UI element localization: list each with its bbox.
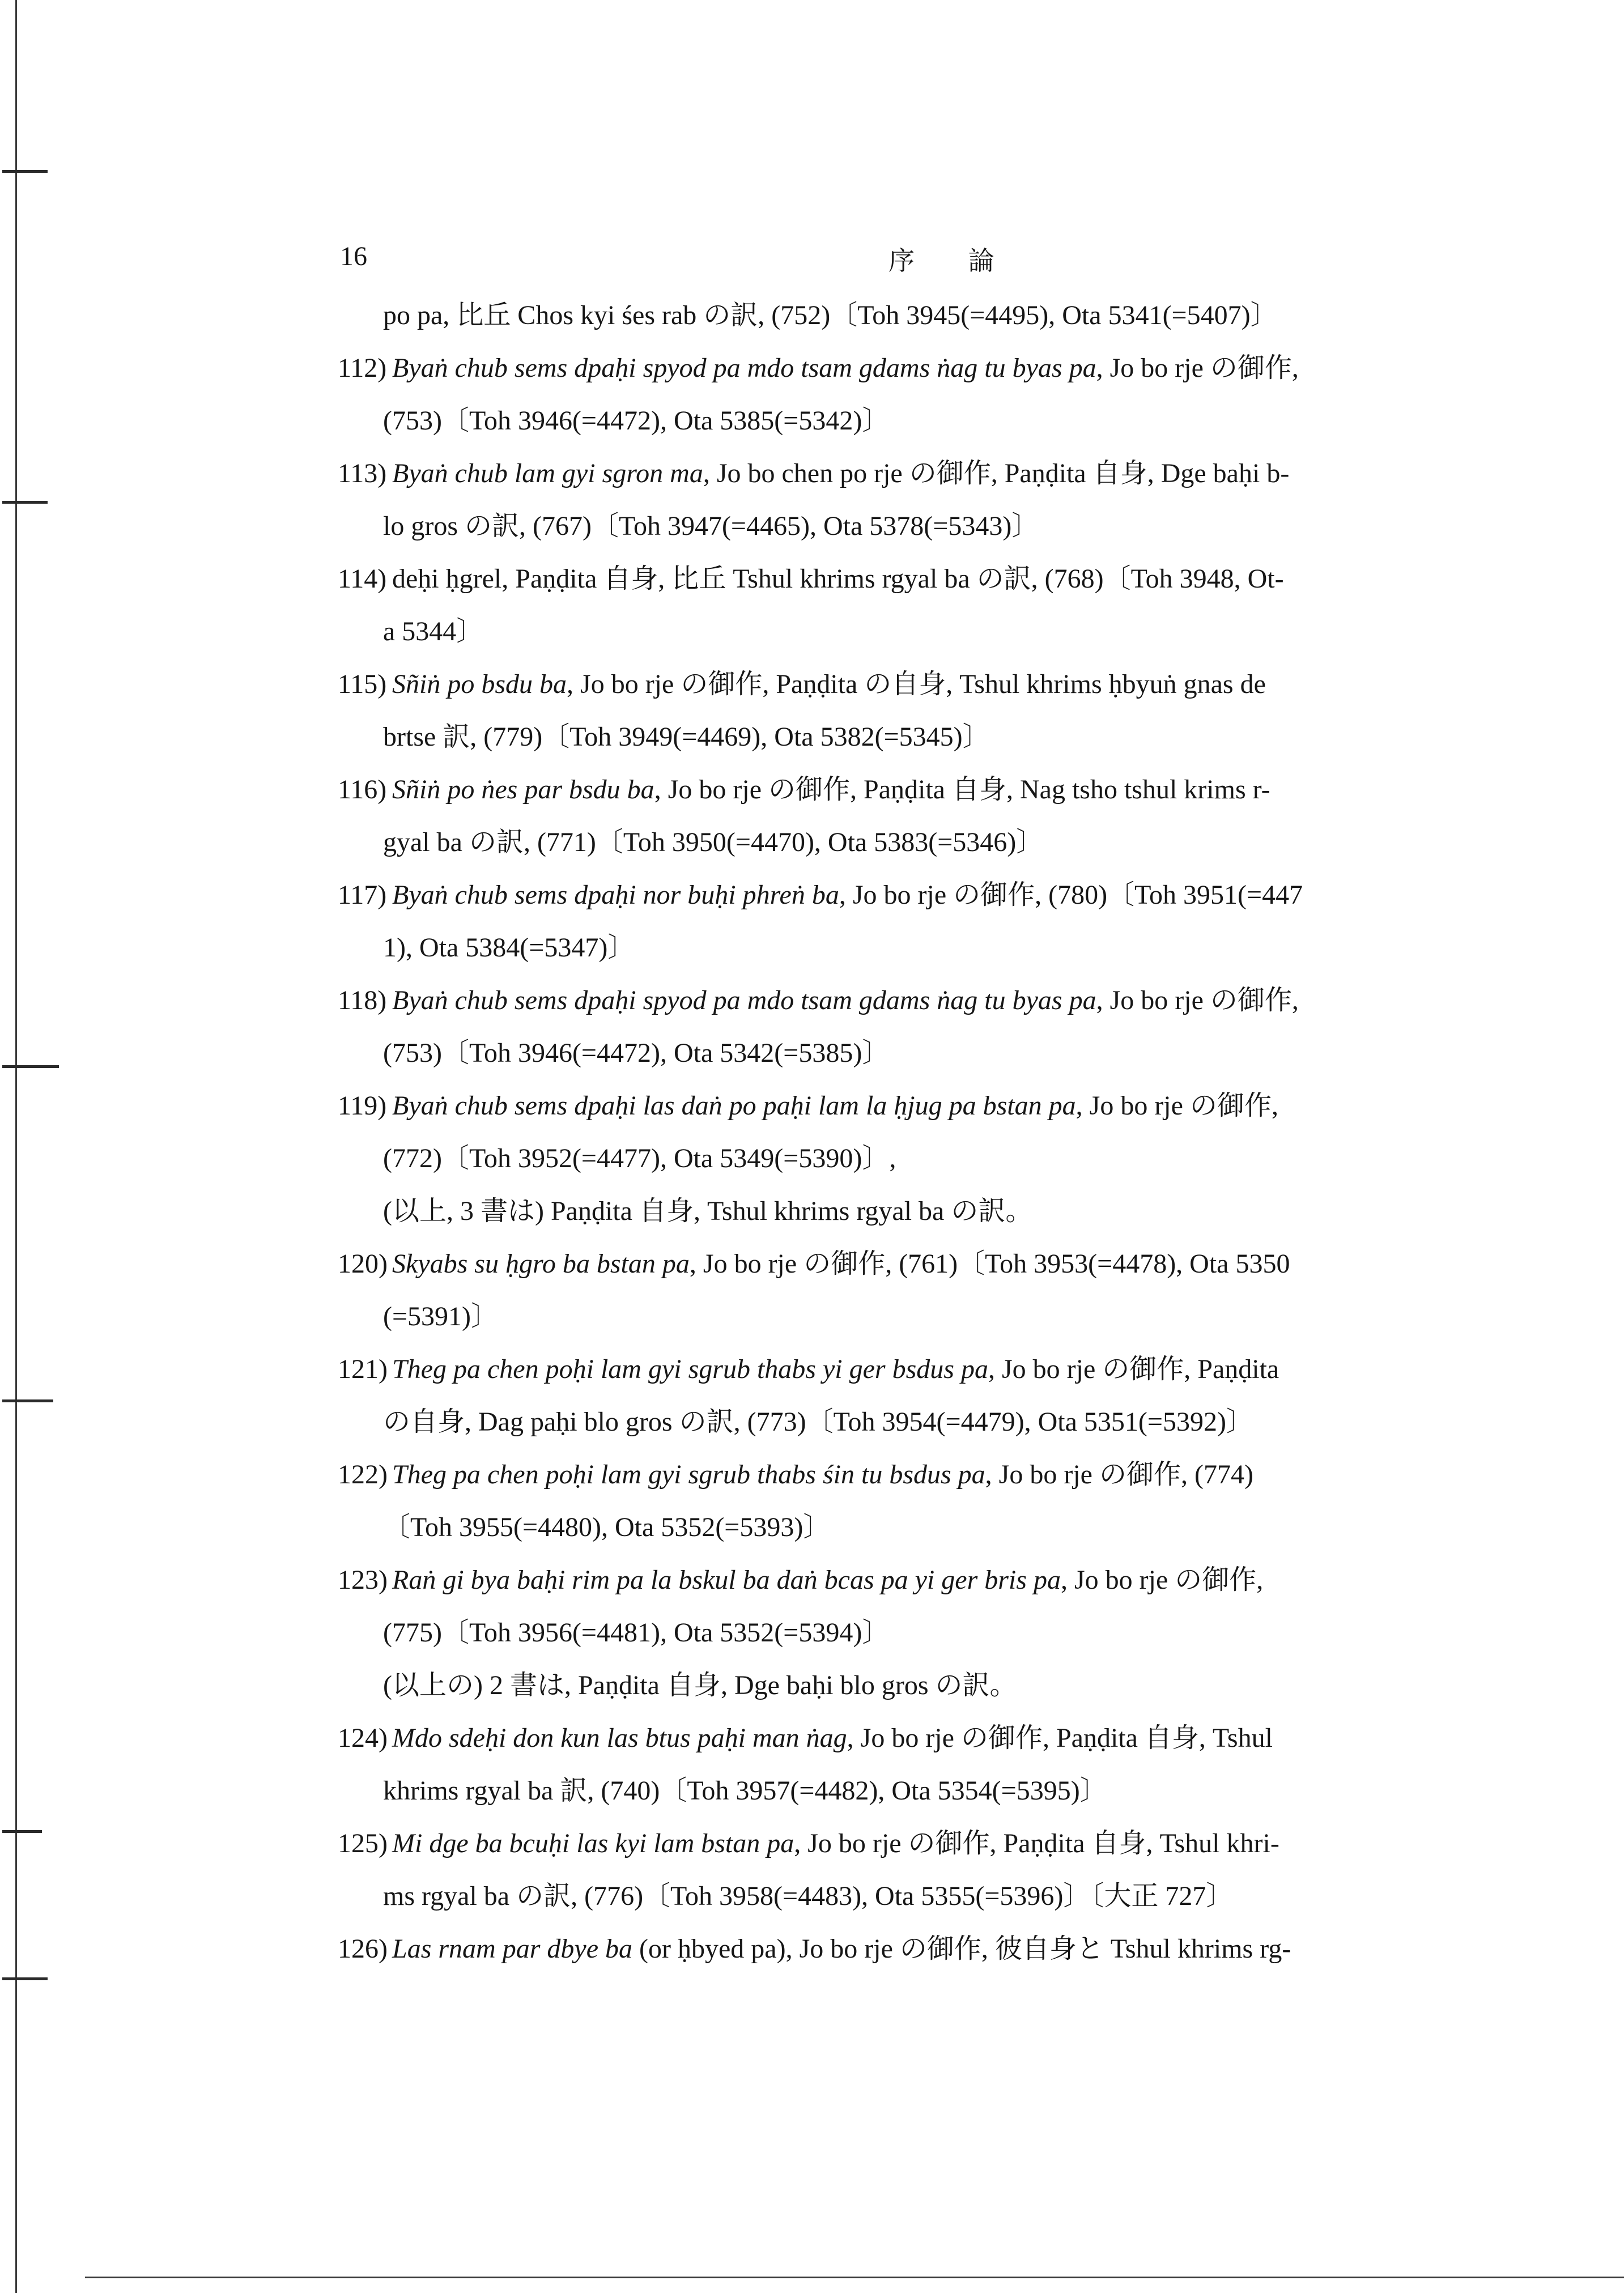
entry-item	[338, 289, 1551, 342]
entry-text: (or ḥbyed pa), Jo bo rje の御作, 彼自身と Tshul khrims rg-	[632, 1934, 1291, 1964]
entry-continuation-line: 1), Ota 5384(=5347)〕	[383, 933, 635, 963]
entry-text: deḥi ḥgrel, Paṇḍita 自身, 比丘 Tshul khrims rgyal ba の訳, (768)〔Toh 3948, Ot-	[392, 564, 1284, 594]
entry-continuation-line: ms rgyal ba の訳, (776)〔Toh 3958(=4483), Ota 5355(=5396)〕〔大正 727〕	[383, 1881, 1234, 1911]
entry-number: 115)	[338, 669, 387, 699]
entry-continuation-line: brtse 訳, (779)〔Toh 3949(=4469), Ota 5382(=5345)〕	[383, 722, 990, 752]
entry-continuation-line: (775)〔Toh 3956(=4481), Ota 5352(=5394)〕	[383, 1618, 890, 1648]
entry-text: , Jo bo rje の御作, Paṇḍita 自身, Tshul	[847, 1723, 1273, 1753]
entry-text: , Jo bo rje の御作,	[1075, 1091, 1278, 1121]
entry-number: 120)	[338, 1249, 388, 1279]
entry-text: , Jo bo rje の御作,	[1096, 353, 1299, 383]
entry-number: 123)	[338, 1565, 388, 1595]
entry-title: Byaṅ chub sems dpaḥi spyod pa mdo tsam gdams ṅag tu byas pa	[392, 985, 1096, 1015]
entry-continuation-line: lo gros の訳, (767)〔Toh 3947(=4465), Ota 5378(=5343)〕	[383, 511, 1039, 541]
entry-title: Theg pa chen poḥi lam gyi sgrub thabs śin tu bsdus pa	[392, 1460, 985, 1490]
entry-title: Theg pa chen poḥi lam gyi sgrub thabs yi ger bsdus pa	[392, 1354, 988, 1384]
entry-item	[338, 1079, 1551, 1237]
entry-first-line	[338, 1079, 1551, 1132]
entry-title: Las rnam par dbye ba	[392, 1934, 633, 1964]
entry-item	[338, 1922, 1551, 1975]
entry-title: Sñiṅ po bsdu ba	[392, 669, 567, 699]
entry-item	[338, 552, 1551, 658]
entry-continuation-line: khrims rgyal ba 訳, (740)〔Toh 3957(=4482), Ota 5354(=5395)〕	[383, 1776, 1107, 1806]
entry-item	[338, 1448, 1551, 1554]
entry-text: , Jo bo rje の御作, Paṇḍita 自身, Tshul khri-	[794, 1828, 1279, 1858]
entry-number: 126)	[338, 1934, 388, 1964]
entry-first-line	[338, 1448, 1551, 1501]
entry-first-line	[338, 1237, 1551, 1290]
entry-text: , Jo bo rje の御作, Paṇḍita	[988, 1354, 1279, 1384]
entry-continuation-line: の自身, Dag paḥi blo gros の訳, (773)〔Toh 3954(=4479), Ota 5351(=5392)〕	[383, 1407, 1253, 1437]
entry-number: 124)	[338, 1723, 388, 1753]
entry-number: 113)	[338, 458, 387, 488]
entry-first-line	[338, 974, 1551, 1027]
running-head: 序 論	[888, 245, 1017, 276]
entry-text: , Jo bo rje の御作, (774)	[985, 1460, 1253, 1490]
entry-title: Byaṅ chub sems dpaḥi las daṅ po paḥi lam la ḥjug pa bstan pa	[392, 1091, 1076, 1121]
document-body	[338, 289, 1551, 1975]
entry-number: 118)	[338, 985, 387, 1015]
entry-item	[338, 658, 1551, 763]
entry-number: 117)	[338, 880, 387, 910]
entry-continuation-line: gyal ba の訳, (771)〔Toh 3950(=4470), Ota 5383(=5346)〕	[383, 827, 1044, 857]
binding-mark	[2, 1830, 42, 1833]
entry-title: Mdo sdeḥi don kun las btus paḥi man ṅag	[392, 1723, 847, 1753]
entry-number: 112)	[338, 353, 387, 383]
binding-mark	[2, 1399, 53, 1402]
entry-continuation-line: po pa, 比丘 Chos kyi śes rab の訳, (752)〔Toh 3945(=4495), Ota 5341(=5407)〕	[383, 300, 1278, 330]
page-number: 16	[340, 241, 367, 271]
entry-text: , Jo bo rje の御作,	[1096, 985, 1299, 1015]
entry-text: , Jo bo rje の御作,	[1060, 1565, 1264, 1595]
entry-text: , Jo bo rje の御作, (761)〔Toh 3953(=4478), Ota 5350	[689, 1249, 1290, 1279]
entry-text: , Jo bo chen po rje の御作, Paṇḍita 自身, Dge baḥi b-	[703, 458, 1290, 488]
entry-item	[338, 1237, 1551, 1343]
entry-item	[338, 974, 1551, 1079]
entry-title: Raṅ gi bya baḥi rim pa la bskul ba daṅ bcas pa yi ger bris pa	[392, 1565, 1061, 1595]
entry-item	[338, 869, 1551, 974]
entry-item	[338, 1554, 1551, 1712]
entry-first-line	[338, 1343, 1551, 1396]
binding-mark	[2, 1977, 48, 1980]
entry-item	[338, 1817, 1551, 1922]
entry-first-line	[338, 1817, 1551, 1870]
binding-mark	[2, 501, 48, 504]
entry-title: Sñiṅ po ṅes par bsdu ba	[392, 775, 654, 805]
binding-mark	[2, 170, 48, 173]
entry-first-line	[338, 1554, 1551, 1606]
entry-first-line	[338, 447, 1551, 500]
entry-continuation-line: a 5344〕	[383, 616, 484, 646]
entry-text: , Jo bo rje の御作, (780)〔Toh 3951(=447	[839, 880, 1303, 910]
entry-number: 119)	[338, 1091, 387, 1121]
entry-item	[338, 1343, 1551, 1448]
entry-first-line	[338, 1922, 1551, 1975]
entry-title: Byaṅ chub sems dpaḥi nor buḥi phreṅ ba	[392, 880, 839, 910]
entry-title: Mi dge ba bcuḥi las kyi lam bstan pa	[392, 1828, 794, 1858]
entry-continuation-line: (=5391)〕	[383, 1301, 499, 1331]
entry-title: Skyabs su ḥgro ba bstan pa	[392, 1249, 690, 1279]
entry-first-line	[338, 342, 1551, 394]
entry-item	[338, 342, 1551, 447]
entry-first-line	[338, 763, 1551, 816]
entry-first-line	[338, 869, 1551, 921]
entry-continuation-line: (以上, 3 書は) Paṇḍita 自身, Tshul khrims rgyal ba の訳。	[383, 1196, 1033, 1226]
entry-continuation-line: 〔Toh 3955(=4480), Ota 5352(=5393)〕	[383, 1512, 831, 1542]
entry-continuation-line: (753)〔Toh 3946(=4472), Ota 5342(=5385)〕	[383, 1038, 890, 1068]
entry-text: , Jo bo rje の御作, Paṇḍita 自身, Nag tsho tshul krims r-	[654, 775, 1270, 805]
entry-item	[338, 763, 1551, 869]
entry-first-line	[338, 658, 1551, 711]
entry-item	[338, 447, 1551, 552]
binding-mark	[2, 1065, 59, 1068]
entry-continuation-line: (772)〔Toh 3952(=4477), Ota 5349(=5390)〕,	[383, 1143, 896, 1173]
entry-title: Byaṅ chub sems dpaḥi spyod pa mdo tsam gdams ṅag tu byas pa	[392, 353, 1096, 383]
entry-number: 121)	[338, 1354, 388, 1384]
entry-number: 125)	[338, 1828, 388, 1858]
entry-number: 122)	[338, 1460, 388, 1490]
entry-title: Byaṅ chub lam gyi sgron ma	[392, 458, 703, 488]
entry-continuation-line: (753)〔Toh 3946(=4472), Ota 5385(=5342)〕	[383, 406, 890, 436]
page-bottom-edge	[85, 2277, 1624, 2286]
entry-first-line	[338, 552, 1551, 605]
entry-continuation-line: (以上の) 2 書は, Paṇḍita 自身, Dge baḥi blo gros の訳。	[383, 1670, 1017, 1700]
entry-number: 116)	[338, 775, 387, 805]
binding-edge	[0, 0, 17, 2293]
entry-text: , Jo bo rje の御作, Paṇḍita の自身, Tshul khrims ḥbyuṅ gnas de	[567, 669, 1266, 699]
entry-first-line	[338, 1712, 1551, 1764]
entry-item	[338, 1712, 1551, 1817]
entry-number: 114)	[338, 564, 387, 594]
